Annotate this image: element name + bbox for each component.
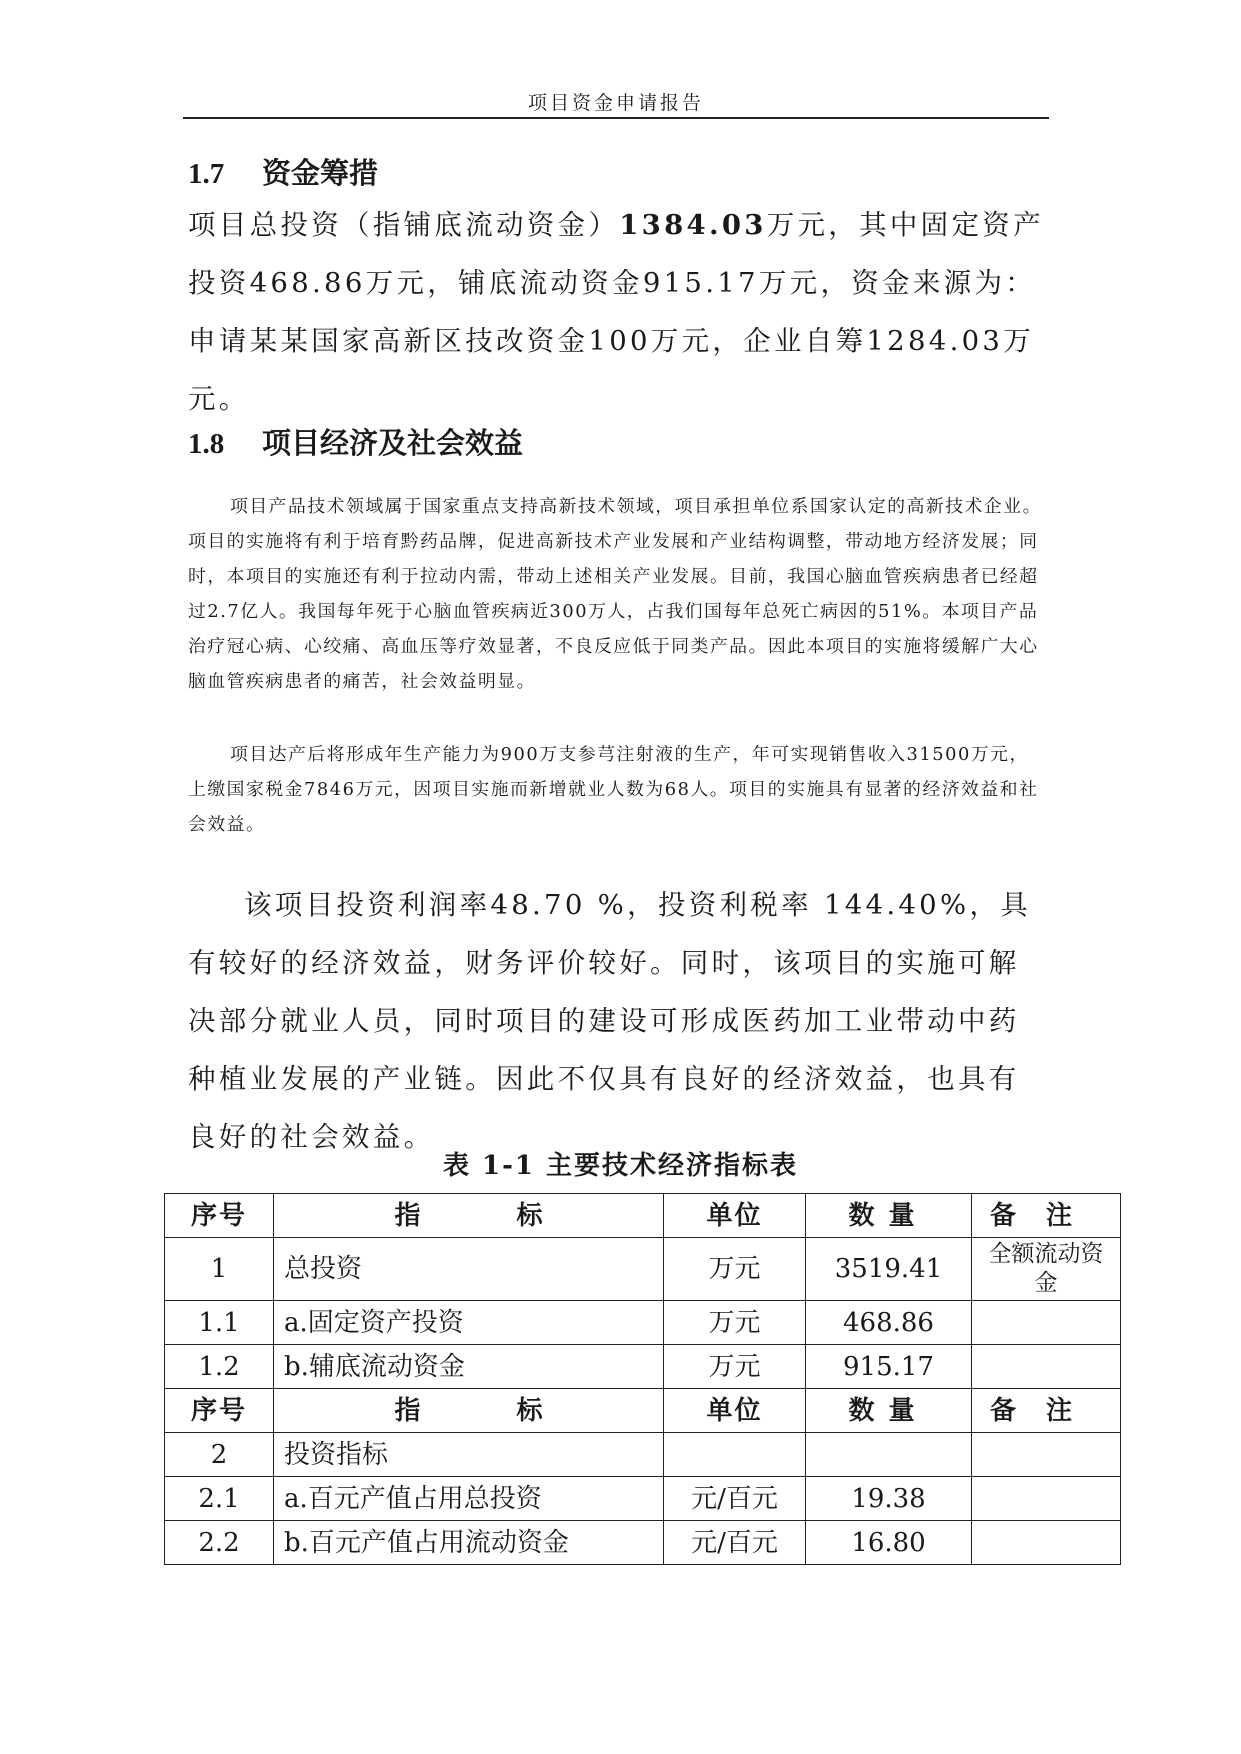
section-number: 1.7 <box>188 158 225 190</box>
funding-text-lead: 项目总投资（指铺底流动资金） <box>188 209 620 241</box>
table-header-row <box>165 1194 1121 1238</box>
funding-paragraph <box>188 196 1048 428</box>
cell-note <box>972 1345 1121 1389</box>
section-number: 1.8 <box>188 428 225 460</box>
cell-unit: 万元 <box>664 1345 806 1389</box>
section-heading-1-8 <box>188 423 523 464</box>
cell-no: 1.1 <box>165 1301 274 1345</box>
cell-no: 1 <box>165 1238 274 1301</box>
section-heading-1-7 <box>188 153 378 194</box>
cell-note <box>972 1301 1121 1345</box>
cell-unit <box>664 1433 806 1477</box>
cell-qty: 19.38 <box>806 1477 972 1521</box>
cell-no: 2.2 <box>165 1521 274 1565</box>
table-row <box>165 1345 1121 1389</box>
header-no: 序号 <box>165 1389 274 1433</box>
section-title: 资金筹措 <box>262 156 379 190</box>
cell-note <box>972 1521 1121 1565</box>
cell-note <box>972 1433 1121 1477</box>
cell-unit: 万元 <box>664 1301 806 1345</box>
header-qty: 数量 <box>848 1395 929 1426</box>
cell-note: 全额流动资金 <box>972 1238 1121 1301</box>
cell-indicator: 总投资 <box>274 1238 664 1301</box>
table-row <box>165 1238 1121 1301</box>
table-row <box>165 1301 1121 1345</box>
cell-unit: 元/百元 <box>664 1521 806 1565</box>
header-unit: 单位 <box>664 1194 806 1238</box>
funding-total-amount: 1384.03 <box>619 209 767 241</box>
cell-qty: 3519.41 <box>806 1238 972 1301</box>
table-row <box>165 1433 1121 1477</box>
cell-qty: 915.17 <box>806 1345 972 1389</box>
cell-indicator: 投资指标 <box>274 1433 664 1477</box>
benefit-paragraph-2: 项目达产后将形成年生产能力为900万支参芎注射液的生产，年可实现销售收入31500万元，上缴国家税金7846万元，因项目实施而新增就业人数为68人。项目的实施具有显著的经济效益和社会效益。 <box>188 744 1039 835</box>
funding-text-rest: 万元，其中固定资产投资468.86万元，铺底流动资金915.17万元，资金来源为：申请某某国家高新区技改资金100万元，企业自筹1284.03万元。 <box>188 209 1044 415</box>
kpi-table <box>164 1193 1121 1565</box>
header-indicator: 指标 <box>394 1200 639 1231</box>
table-row <box>165 1477 1121 1521</box>
cell-indicator: b.辅底流动资金 <box>274 1345 664 1389</box>
cell-unit: 万元 <box>664 1238 806 1301</box>
header-note: 备注 <box>989 1200 1102 1231</box>
table-caption: 表 1-1 主要技术经济指标表 <box>442 1151 799 1181</box>
header-divider <box>183 117 1049 119</box>
cell-no: 2.1 <box>165 1477 274 1521</box>
cell-unit: 元/百元 <box>664 1477 806 1521</box>
header-no: 序号 <box>165 1194 274 1238</box>
page-header-title: 项目资金申请报告 <box>527 92 704 114</box>
cell-note <box>972 1477 1121 1521</box>
cell-no: 1.2 <box>165 1345 274 1389</box>
benefit-paragraph-3: 该项目投资利润率48.70 %，投资利税率 144.40%，具有较好的经济效益，财务评价较好。同时，该项目的实施可解决部分就业人员，同时项目的建设可形成医药加工业带动中药种植业发展的产业链。因此不仅具有良好的经济效益，也具有良好的社会效益。 <box>188 889 1031 1153</box>
benefit-paragraph-1: 项目产品技术领域属于国家重点支持高新技术领域，项目承担单位系国家认定的高新技术企业。项目的实施将有利于培育黔药品牌，促进高新技术产业发展和产业结构调整，带动地方经济发展；同时，本项目的实施还有利于拉动内需，带动上述相关产业发展。目前，我国心脑血管疾病患者已经超过2.7亿人。我国每年死于心脑血管疾病近300万人，占我们国每年总死亡病因的51%。本项目产品治疗冠心病、心绞痛、高血压等疗效显著，不良反应低于同类产品。因此本项目的实施将缓解广大心脑血管疾病患者的痛苦，社会效益明显。 <box>188 496 1042 692</box>
header-unit: 单位 <box>664 1389 806 1433</box>
header-note: 备注 <box>989 1395 1102 1426</box>
cell-qty: 16.80 <box>806 1521 972 1565</box>
table-header-row-repeat <box>165 1389 1121 1433</box>
table-row <box>165 1521 1121 1565</box>
section-title: 项目经济及社会效益 <box>262 426 524 460</box>
cell-indicator: a.固定资产投资 <box>274 1301 664 1345</box>
cell-no: 2 <box>165 1433 274 1477</box>
header-qty: 数量 <box>848 1200 929 1231</box>
cell-qty <box>806 1433 972 1477</box>
cell-indicator: a.百元产值占用总投资 <box>274 1477 664 1521</box>
cell-qty: 468.86 <box>806 1301 972 1345</box>
header-indicator: 指标 <box>394 1395 639 1426</box>
cell-indicator: b.百元产值占用流动资金 <box>274 1521 664 1565</box>
